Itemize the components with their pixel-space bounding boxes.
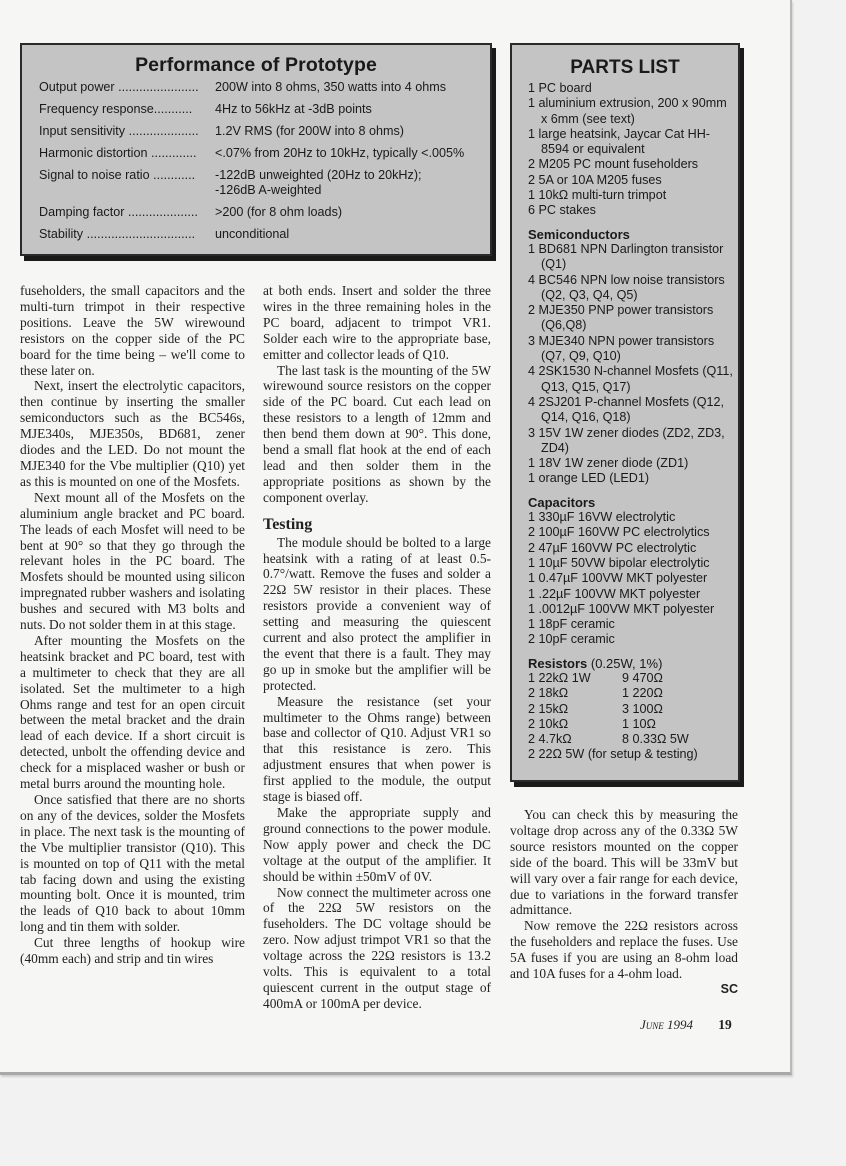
resistor-row xyxy=(528,732,734,747)
parts-item: 4 2SK1530 N-channel Mosfets (Q11, Q13, Q15, Q17) xyxy=(528,364,733,394)
parts-item: 2 47µF 160VW PC electrolytic xyxy=(528,540,697,555)
parts-item: 1 aluminium extrusion, 200 x 90mm x 6mm (see text) xyxy=(528,96,727,126)
paragraph: The module should be bolted to a large heatsink with a rating of at least 0.5-0.7°/watt. Remove the fuses and solder a 22Ω 5W resistor in their places. These resistors provide a convenient way of setting and measuring the quiescent current and also protect the amplifier in the event that there is a fault. They may go up in smoke but the amplifier will be protected. xyxy=(263,534,491,693)
end-mark: SC xyxy=(720,981,738,996)
parts-item: 2 5A or 10A M205 fuses xyxy=(528,172,662,187)
spec-value-line: -122dB unweighted (20Hz to 20kHz); xyxy=(215,168,422,182)
article-column-2-intro xyxy=(263,283,491,506)
parts-item: 1 0.47µF 100VW MKT polyester xyxy=(528,571,708,586)
paragraph: Once satisfied that there are no shorts on any of the devices, solder the Mosfets in place. The next task is the mounting of the Vbe multiplier transistor (Q10). This is mounted on top of Q11 with the metal tab facing down and using the existing mounting bolt. Once it is mounted, trim the leads of Q10 back to about 10mm long and tin them with solder. xyxy=(20,792,245,935)
semiconductors-list xyxy=(528,242,734,487)
performance-row xyxy=(22,124,490,139)
parts-item: 2 10kΩ xyxy=(528,716,569,731)
parts-item: 3 MJE340 NPN power transistors (Q7, Q9, Q10) xyxy=(528,333,715,364)
spec-label: Harmonic distortion ............. xyxy=(39,146,197,160)
parts-item: 1 large heatsink, Jaycar Cat HH-8594 or equivalent xyxy=(528,126,710,157)
parts-list-box xyxy=(510,43,740,782)
parts-item: 1 PC board xyxy=(528,81,592,95)
spec-label: Input sensitivity .................... xyxy=(39,124,199,138)
spec-label: Frequency response........... xyxy=(39,102,193,116)
parts-list xyxy=(512,81,738,763)
parts-item: 9 470Ω xyxy=(622,670,663,685)
spec-label: Damping factor .................... xyxy=(39,205,198,219)
parts-item: 2 18kΩ xyxy=(528,686,569,701)
paragraph: Now connect the multimeter across one of the 22Ω 5W resistors on the fuseholders. The DC voltage should be zero. Now adjust trimpot VR1 so that the voltage across the 22Ω resistors is 13.2 volts. This is equivalent to a total quiescent current in the output stage of 400mA or 100mA per device. xyxy=(263,884,491,1011)
parts-item: 6 PC stakes xyxy=(528,203,596,218)
testing-heading: Testing xyxy=(263,515,313,533)
performance-row xyxy=(22,80,490,95)
parts-item: 2 4.7kΩ xyxy=(528,732,572,747)
performance-title: Performance of Prototype xyxy=(135,54,377,76)
paragraph: Make the appropriate supply and ground connections to the power module. Now apply power and check the DC voltage at the output of the amplifier. It should be within ±50mV of 0V. xyxy=(263,805,491,884)
parts-item: 1 220Ω xyxy=(622,686,663,701)
paragraph: fuseholders, the small capacitors and the multi-turn trimpot in their respective positions. Leave the 5W wirewound resistors on the copper side of the PC board for the time being – we'll come to these later on. xyxy=(20,283,245,378)
parts-item: 4 BC546 NPN low noise transistors (Q2, Q3, Q4, Q5) xyxy=(528,272,725,302)
spec-value: <.07% from 20Hz to 10kHz, typically <.005% xyxy=(215,146,465,160)
resistor-row xyxy=(528,717,734,732)
spec-value: 1.2V RMS (for 200W into 8 ohms) xyxy=(215,124,404,138)
parts-item: 1 330µF 16VW electrolytic xyxy=(528,510,676,525)
article-column-2-testing xyxy=(263,535,491,1012)
paragraph: Now remove the 22Ω resistors across the fuseholders and replace the fuses. Use 5A fuses if you are using an 8-ohm load and 10A fuses for a 4-ohm load. xyxy=(510,918,738,982)
article-column-3-body xyxy=(510,807,738,982)
performance-row xyxy=(22,205,490,220)
resistors-heading-text: Resistors xyxy=(528,655,588,671)
parts-item: 1 22kΩ 1W xyxy=(528,670,591,685)
parts-item: 3 15V 1W zener diodes (ZD2, ZD3, ZD4) xyxy=(528,425,725,455)
parts-item: 1 BD681 NPN Darlington transistor (Q1) xyxy=(528,241,724,272)
parts-item: 8 0.33Ω 5W xyxy=(622,732,689,747)
performance-row xyxy=(22,146,490,161)
paragraph: Next, insert the electrolytic capacitors, then continue by inserting the smaller semiconductors such as the BC546s, MJE340s, MJE350s, BD681, zener diodes and the LED. Do not mount the MJE340 for the Vbe multiplier (Q10) yet as this is mounted on one of the Mosfets. xyxy=(20,378,245,489)
parts-item: 2 10pF ceramic xyxy=(528,632,615,647)
parts-item: 1 .22µF 100VW MKT polyester xyxy=(528,586,701,601)
resistor-row xyxy=(528,671,734,686)
spec-label: Signal to noise ratio ............ xyxy=(39,168,196,182)
paragraph: You can check this by measuring the voltage drop across any of the 0.33Ω 5W source resistors mounted on the copper side of the board. This will be 33mV but will vary over a fair range for each device, due to variations in the forward transfer admittance. xyxy=(510,807,738,918)
performance-row xyxy=(22,227,490,242)
general-parts xyxy=(528,81,734,219)
parts-item: 2 M205 PC mount fuseholders xyxy=(528,157,699,172)
article-column-1 xyxy=(20,283,245,967)
spec-value-line: -126dB A-weighted xyxy=(215,183,322,197)
paragraph: Measure the resistance (set your multimeter to the Ohms range) between base and collector of Q10. Adjust VR1 so that this resistance is zero. This adjustment ensures that when power is first applied to the module, the output stage is biased off. xyxy=(263,693,491,805)
parts-item: 2 100µF 160VW PC electrolytics xyxy=(528,525,710,540)
paragraph: The last task is the mounting of the 5W wirewound source resistors on the copper side of the PC board. Cut each lead on these resistors to a length of 12mm and then bend them down at 90°. This done, bend a small flat hook at the end of each lead and then solder them in the appropriate positions as shown by the component overlay. xyxy=(263,362,491,505)
spec-value: >200 (for 8 ohm loads) xyxy=(215,205,343,219)
performance-row xyxy=(22,102,490,117)
spec-value: 4Hz to 56kHz at -3dB points xyxy=(215,102,372,116)
parts-list-title: PARTS LIST xyxy=(570,57,680,78)
spec-label: Stability ............................... xyxy=(39,227,196,241)
capacitors-heading: Capacitors xyxy=(528,494,596,510)
parts-item: 1 18pF ceramic xyxy=(528,617,615,632)
article-column-2 xyxy=(263,283,491,1012)
parts-item: 1 18V 1W zener diode (ZD1) xyxy=(528,456,689,471)
spec-value: unconditional xyxy=(215,227,290,241)
parts-item: 1 10µF 50VW bipolar electrolytic xyxy=(528,555,710,570)
parts-item: 4 2SJ201 P-channel Mosfets (Q12, Q14, Q16, Q18) xyxy=(528,394,725,425)
capacitors-list xyxy=(528,510,734,648)
resistors-list xyxy=(528,671,734,747)
semiconductors-heading: Semiconductors xyxy=(528,226,630,242)
parts-item: 1 .0012µF 100VW MKT polyester xyxy=(528,601,715,616)
parts-item: 3 100Ω xyxy=(622,701,663,716)
parts-item: 2 MJE350 PNP power transistors (Q6,Q8) xyxy=(528,303,714,333)
parts-item: 2 15kΩ xyxy=(528,701,569,716)
parts-item: 1 orange LED (LED1) xyxy=(528,471,650,486)
spec-value xyxy=(215,168,490,198)
parts-item: 2 22Ω 5W (for setup & testing) xyxy=(528,747,698,762)
resistors-note: (0.25W, 1%) xyxy=(590,655,663,671)
parts-item: 1 10kΩ multi-turn trimpot xyxy=(528,188,667,203)
resistors-heading xyxy=(528,656,734,671)
spec-value: 200W into 8 ohms, 350 watts into 4 ohms xyxy=(215,80,447,94)
page-footer xyxy=(640,1017,732,1033)
resistor-row xyxy=(528,702,734,717)
performance-row xyxy=(22,168,490,198)
article-column-3 xyxy=(510,807,738,998)
paragraph: Cut three lengths of hookup wire (40mm each) and strip and tin wires xyxy=(20,935,245,967)
paragraph: at both ends. Insert and solder the three wires in the three remaining holes in the PC board, adjacent to trimpot VR1. Solder each wire to the appropriate base, emitter and collector leads of Q10. xyxy=(263,283,491,362)
parts-item: 1 10Ω xyxy=(622,716,656,731)
performance-box xyxy=(20,43,492,256)
spec-label: Output power ....................... xyxy=(39,80,199,94)
page-number: 19 xyxy=(718,1017,732,1032)
issue-date: June 1994 xyxy=(640,1017,694,1032)
paragraph: Next mount all of the Mosfets on the aluminium angle bracket and PC board. The leads of each Mosfet will need to be bent at 90° so that they go through the relevant holes in the PC board. The Mosfets should be mounted using silicon impregnated rubber washers and isolating bushes and secured with M3 bolts and nuts. Do not solder them in at this stage. xyxy=(20,489,245,633)
paragraph: After mounting the Mosfets on the heatsink bracket and PC board, test with a multimeter to check that they are all isolated. Set the multimeter to a high Ohms range and test for an open circuit between the metal bracket and the drain lead of each device. If a short circuit is detected, unbolt the offending device and check for a misplaced washer or bush or metal burrs around the mounting hole. xyxy=(20,632,245,792)
resistor-row xyxy=(528,686,734,701)
